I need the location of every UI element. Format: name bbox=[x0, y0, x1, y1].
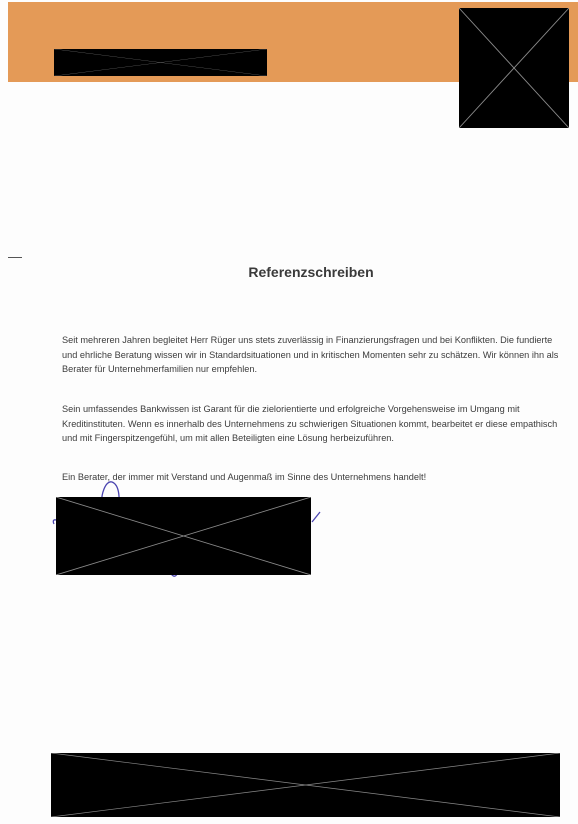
redacted-logo bbox=[459, 8, 569, 128]
fold-mark bbox=[8, 257, 22, 258]
redacted-footer bbox=[51, 753, 560, 817]
paragraph-1: Seit mehreren Jahren begleitet Herr Rüger uns stets zuverlässig in Finanzierungsfragen und bei Konflikten. Die fundierte und ehrliche Beratung wissen wir in Standardsituationen und in kritischen Momenten sehr zu schätzen. Wir können ihn als Berater für Unternehmerfamilien nur empfehlen. bbox=[62, 335, 559, 374]
paragraph-2: Sein umfassendes Bankwissen ist Garant für die zielorientierte und erfolgreiche Vorgehensweise im Umgang mit Kreditinstituten. Wenn es innerhalb des Unternehmens zu schwierigen Situationen kommt, bearbeitet er diese empathisch und mit Fingerspitzengefühl, um mit allen Beteiligten eine Lösung herbeizuführen. bbox=[62, 404, 558, 443]
letter-title: Referenzschreiben bbox=[248, 264, 374, 280]
paragraph-3: Ein Berater, der immer mit Verstand und Augenmaß im Sinne des Unternehmens handelt! bbox=[62, 472, 427, 482]
redacted-company-name bbox=[54, 49, 267, 76]
redacted-signature-block bbox=[56, 497, 311, 575]
